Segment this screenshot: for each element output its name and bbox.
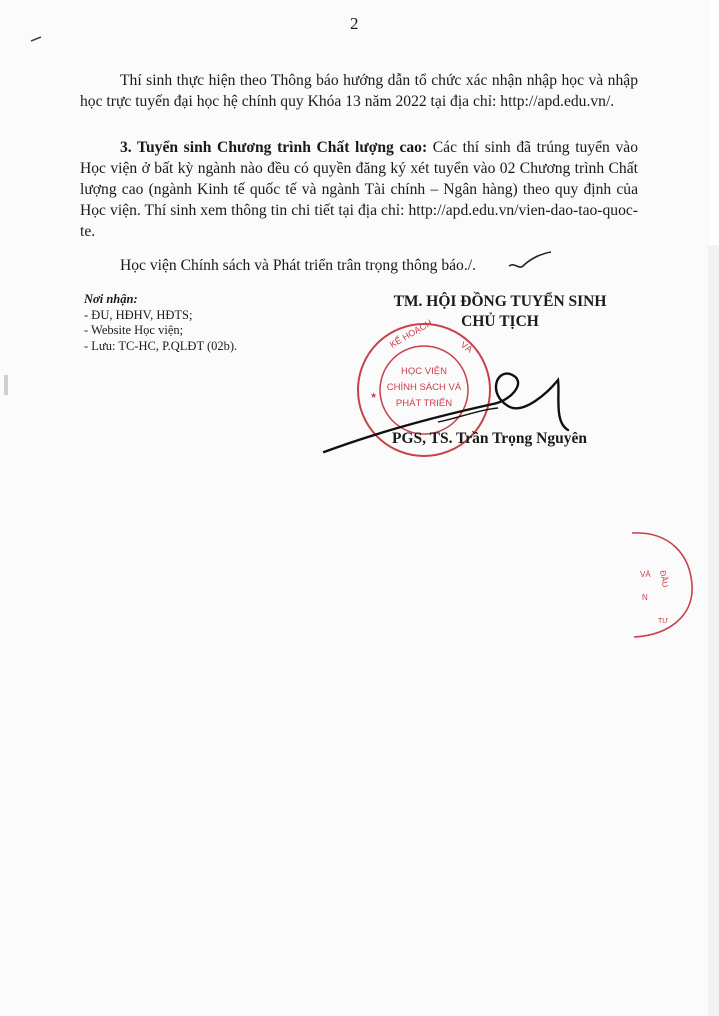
recipient-item: - ĐU, HĐHV, HĐTS;: [84, 307, 193, 322]
svg-text:CHÍNH SÁCH VÀ: CHÍNH SÁCH VÀ: [386, 382, 462, 393]
section-body: Các thí sinh đã trúng tuyển vào Học viện ở bất kỳ ngành nào đều có quyền đăng ký xét tuyển vào 02 Chương trình Chất lượng cao (ngành Kinh tế quốc tế và ngành Tài chính – Ngân hàng) theo quy định của Học viện. Thí sinh xem thông tin chi tiết tại địa chỉ: http://apd.edu.vn/vien-dao-tao-quoc-te.: [80, 139, 638, 240]
signer-name: PGS, TS. Trần Trọng Nguyên: [392, 430, 587, 447]
svg-text:N: N: [642, 593, 648, 602]
recipients-list: [84, 292, 237, 354]
recipients-title: Nơi nhận:: [84, 292, 138, 306]
partial-seal-edge: [620, 525, 719, 645]
recipient-item: - Lưu: TC-HC, P.QLĐT (02b).: [84, 338, 238, 353]
scan-mark: [30, 36, 42, 42]
paragraph-enrollment-instructions: Thí sinh thực hiện theo Thông báo hướng dẫn tổ chức xác nhận nhập học và nhập học trực tuyến đại học hệ chính quy Khóa 13 năm 2022 tại địa chỉ: http://apd.edu.vn/.: [80, 72, 638, 110]
svg-text:VÀ: VÀ: [458, 339, 475, 355]
svg-text:ĐẦU: ĐẦU: [658, 569, 670, 588]
svg-text:★: ★: [370, 391, 378, 400]
council-title: TM. HỘI ĐỒNG TUYỂN SINH: [393, 293, 607, 310]
initial-tick-mark: [505, 250, 555, 275]
scan-mark-left: [4, 375, 8, 395]
chairman-title: CHỦ TỊCH: [461, 313, 539, 330]
svg-text:PHÁT TRIỂN: PHÁT TRIỂN: [395, 398, 453, 409]
page-number: 2: [350, 14, 359, 33]
paragraph-closing: Học viện Chính sách và Phát triển trân trọng thông báo./.: [120, 257, 476, 274]
paragraph-high-quality-program: [80, 137, 638, 242]
svg-text:TƯ: TƯ: [658, 618, 669, 625]
svg-text:VÀ: VÀ: [640, 570, 651, 579]
svg-text:KẾ HOẠCH: KẾ HOẠCH: [388, 318, 434, 350]
svg-text:HỌC VIỆN: HỌC VIỆN: [401, 366, 447, 377]
recipient-item: - Website Học viện;: [84, 323, 184, 337]
section-heading: 3. Tuyển sinh Chương trình Chất lượng cao:: [120, 139, 428, 156]
